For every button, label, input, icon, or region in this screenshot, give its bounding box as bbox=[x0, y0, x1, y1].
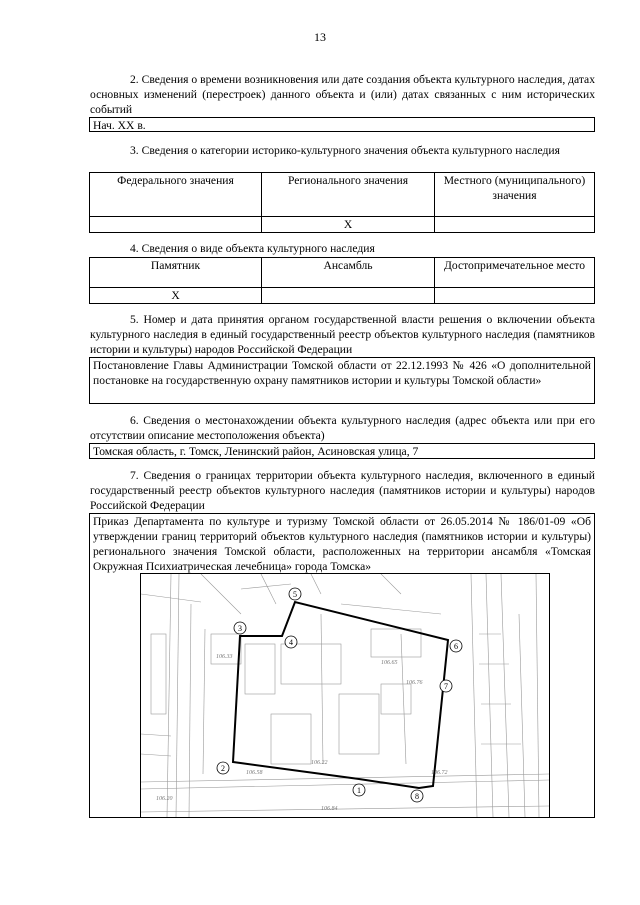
type-header-landmark: Достопримечательное место bbox=[435, 258, 595, 288]
section-3-text: 3. Сведения о категории историко-культурного значения объекта культурного наследия bbox=[130, 144, 560, 157]
elevation-label: 106.22 bbox=[311, 760, 328, 766]
section-7-text: 7. Сведения о границах территории объекта культурного наследия, включенного в единый государственный реестр объектов культурного наследия (памятников истории и культуры) народов Российской Федерации bbox=[90, 469, 595, 512]
boundary-point-4 bbox=[285, 636, 297, 648]
svg-text:2: 2 bbox=[221, 764, 225, 773]
section-2-text: 2. Сведения о времени возникновения или дате создания объекта культурного наследия, датах основных изменений (перестроек) данного объекта и (или) датах связанных с ним исторических событий bbox=[90, 73, 596, 116]
category-table bbox=[89, 172, 595, 233]
elevation-label: 106.65 bbox=[381, 660, 398, 666]
boundary-point-8 bbox=[411, 790, 423, 802]
boundary-point-3 bbox=[234, 622, 246, 634]
svg-text:3: 3 bbox=[238, 624, 242, 633]
boundary-point-5 bbox=[289, 588, 301, 600]
category-mark-federal bbox=[90, 217, 262, 233]
type-mark-monument: X bbox=[90, 288, 262, 304]
section-6-text: 6. Сведения о местонахождении объекта культурного наследия (адрес объекта или при его отсутствии описание местоположения объекта) bbox=[90, 414, 595, 442]
section-5-value: Постановление Главы Администрации Томской области от 22.12.1993 № 426 «О дополнительной постановке на государственную охрану памятников истории и культуры Томской области» bbox=[89, 357, 595, 404]
section-7-value: Приказ Департамента по культуре и туризму Томской области от 26.05.2014 № 186/01-09 «Об утверждении границ территорий объектов культурного наследия (памятников истории и культуры) регионального значения Томской области, расположенных на территории ансамбля «Томская Окружная Психиатрическая лечебница» города Томска» bbox=[89, 513, 595, 572]
category-mark-local bbox=[435, 217, 595, 233]
type-mark-landmark bbox=[435, 288, 595, 304]
elevation-label: 106.20 bbox=[156, 796, 173, 802]
territory-boundary bbox=[233, 602, 448, 788]
boundary-point-6 bbox=[450, 640, 462, 652]
type-table bbox=[89, 257, 595, 304]
elevation-label: 106.84 bbox=[321, 806, 338, 812]
boundary-point-2 bbox=[217, 762, 229, 774]
survey-linework bbox=[141, 574, 549, 817]
boundary-map bbox=[140, 573, 550, 818]
section-5-text: 5. Номер и дата принятия органом государственной власти решения о включении объекта культурного наследия в единый государственный реестр объектов культурного наследия (памятников истории и культуры) народов Российской Федерации bbox=[90, 313, 595, 356]
category-header-regional: Регионального значения bbox=[262, 173, 435, 217]
svg-text:7: 7 bbox=[444, 682, 448, 691]
elevation-label: 106.33 bbox=[216, 654, 233, 660]
svg-text:6: 6 bbox=[454, 642, 458, 651]
section-4-text: 4. Сведения о виде объекта культурного наследия bbox=[130, 242, 375, 255]
svg-text:5: 5 bbox=[293, 590, 297, 599]
svg-text:1: 1 bbox=[357, 786, 361, 795]
boundary-point-7 bbox=[440, 680, 452, 692]
type-header-monument: Памятник bbox=[90, 258, 262, 288]
type-header-ensemble: Ансамбль bbox=[262, 258, 435, 288]
svg-text:8: 8 bbox=[415, 792, 419, 801]
svg-text:4: 4 bbox=[289, 638, 293, 647]
category-header-federal: Федерального значения bbox=[90, 173, 262, 217]
category-mark-regional: X bbox=[262, 217, 435, 233]
elevation-label: 106.58 bbox=[246, 770, 263, 776]
boundary-point-1 bbox=[353, 784, 365, 796]
page-number: 13 bbox=[314, 30, 326, 44]
elevation-label: 106.72 bbox=[431, 770, 448, 776]
category-header-local: Местного (муниципального) значения bbox=[435, 173, 595, 217]
section-6-value: Томская область, г. Томск, Ленинский район, Асиновская улица, 7 bbox=[89, 443, 595, 459]
elevation-label: 106.76 bbox=[406, 680, 423, 686]
type-mark-ensemble bbox=[262, 288, 435, 304]
section-2-value: Нач. XX в. bbox=[89, 117, 595, 132]
